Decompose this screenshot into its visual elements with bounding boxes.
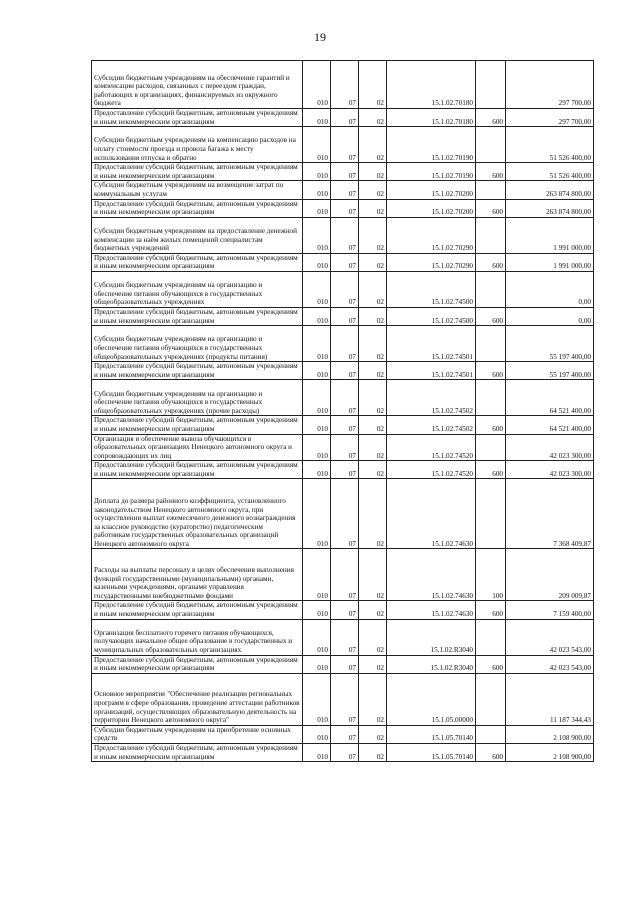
expense-type-cell: 600 bbox=[476, 416, 506, 434]
amount-cell: 1 991 000,00 bbox=[506, 217, 594, 253]
amount-cell: 42 023 543,00 bbox=[506, 619, 594, 655]
target-article-cell: 15.1.05.00000 bbox=[387, 673, 476, 725]
subsection-code-cell: 02 bbox=[359, 380, 387, 416]
subsection-code-cell: 02 bbox=[359, 655, 387, 673]
section-code-cell: 07 bbox=[331, 725, 359, 743]
target-article-cell: 15.1.02.70180 bbox=[387, 109, 476, 127]
row-name-cell: Предоставление субсидий бюджетным, автономным учреждениям и иным некоммерческим организациям bbox=[92, 109, 303, 127]
subsection-code-cell: 02 bbox=[359, 307, 387, 325]
expense-type-cell: 100 bbox=[476, 549, 506, 601]
row-name-cell: Субсидии бюджетным учреждениям на возмещение затрат по коммунальным услугам bbox=[92, 181, 303, 199]
target-article-cell: 15.1.02.74520 bbox=[387, 434, 476, 461]
section-code-cell: 07 bbox=[331, 619, 359, 655]
subsection-code-cell: 02 bbox=[359, 479, 387, 549]
ministry-code-cell: 010 bbox=[303, 725, 331, 743]
row-name-cell: Субсидии бюджетным учреждениям на приобретение основных средств bbox=[92, 725, 303, 743]
ministry-code-cell: 010 bbox=[303, 163, 331, 181]
table-row bbox=[92, 271, 594, 307]
expense-type-cell bbox=[476, 271, 506, 307]
target-article-cell: 15.1.02.74501 bbox=[387, 362, 476, 380]
row-name-cell: Предоставление субсидий бюджетным, автономным учреждениям и иным некоммерческим организациям bbox=[92, 461, 303, 479]
expense-type-cell bbox=[476, 434, 506, 461]
target-article-cell: 15.1.02.70190 bbox=[387, 163, 476, 181]
section-code-cell: 07 bbox=[331, 253, 359, 271]
target-article-cell: 15.1.02.74520 bbox=[387, 461, 476, 479]
section-code-cell: 07 bbox=[331, 601, 359, 619]
section-code-cell: 07 bbox=[331, 479, 359, 549]
ministry-code-cell: 010 bbox=[303, 362, 331, 380]
ministry-code-cell: 010 bbox=[303, 109, 331, 127]
expense-type-cell bbox=[476, 127, 506, 163]
table-row bbox=[92, 326, 594, 362]
table-row bbox=[92, 181, 594, 199]
section-code-cell: 07 bbox=[331, 271, 359, 307]
ministry-code-cell: 010 bbox=[303, 217, 331, 253]
ministry-code-cell: 010 bbox=[303, 326, 331, 362]
table-row bbox=[92, 416, 594, 434]
subsection-code-cell: 02 bbox=[359, 181, 387, 199]
ministry-code-cell: 010 bbox=[303, 127, 331, 163]
ministry-code-cell: 010 bbox=[303, 461, 331, 479]
section-code-cell: 07 bbox=[331, 461, 359, 479]
table-row bbox=[92, 434, 594, 461]
subsection-code-cell: 02 bbox=[359, 326, 387, 362]
row-name-cell: Предоставление субсидий бюджетным, автономным учреждениям и иным некоммерческим организациям bbox=[92, 307, 303, 325]
ministry-code-cell: 010 bbox=[303, 744, 331, 762]
amount-cell: 297 700,00 bbox=[506, 109, 594, 127]
subsection-code-cell: 02 bbox=[359, 127, 387, 163]
ministry-code-cell: 010 bbox=[303, 549, 331, 601]
row-name-cell: Предоставление субсидий бюджетным, автономным учреждениям и иным некоммерческим организациям bbox=[92, 744, 303, 762]
ministry-code-cell: 010 bbox=[303, 380, 331, 416]
amount-cell: 7 159 400,00 bbox=[506, 601, 594, 619]
row-name-cell: Расходы на выплаты персоналу в целях обеспечения выполнения функций государственными (муниципальными) органами, казенными учреждениями, органами управления государственными внебюджетными фондами bbox=[92, 549, 303, 601]
table-row bbox=[92, 655, 594, 673]
section-code-cell: 07 bbox=[331, 380, 359, 416]
expense-type-cell: 600 bbox=[476, 199, 506, 217]
target-article-cell: 15.1.02.70290 bbox=[387, 253, 476, 271]
ministry-code-cell: 010 bbox=[303, 181, 331, 199]
section-code-cell: 07 bbox=[331, 61, 359, 109]
expense-type-cell bbox=[476, 217, 506, 253]
subsection-code-cell: 02 bbox=[359, 271, 387, 307]
table-row bbox=[92, 253, 594, 271]
ministry-code-cell: 010 bbox=[303, 673, 331, 725]
target-article-cell: 15.1.05.70140 bbox=[387, 744, 476, 762]
amount-cell: 2 108 900,00 bbox=[506, 725, 594, 743]
expense-type-cell bbox=[476, 725, 506, 743]
ministry-code-cell: 010 bbox=[303, 434, 331, 461]
amount-cell: 2 108 900,00 bbox=[506, 744, 594, 762]
table-row bbox=[92, 601, 594, 619]
subsection-code-cell: 02 bbox=[359, 199, 387, 217]
target-article-cell: 15.1.02.R3040 bbox=[387, 655, 476, 673]
subsection-code-cell: 02 bbox=[359, 416, 387, 434]
row-name-cell: Организация бесплатного горячего питания обучающихся, получающих начальное общее образование в государственных и муниципальных образовательных организациях bbox=[92, 619, 303, 655]
amount-cell: 11 187 344,43 bbox=[506, 673, 594, 725]
section-code-cell: 07 bbox=[331, 416, 359, 434]
subsection-code-cell: 02 bbox=[359, 601, 387, 619]
expense-type-cell: 600 bbox=[476, 307, 506, 325]
amount-cell: 263 874 800,00 bbox=[506, 199, 594, 217]
target-article-cell: 15.1.02.R3040 bbox=[387, 619, 476, 655]
row-name-cell: Субсидии бюджетным учреждениям на обеспечение гарантий и компенсации расходов, связанных с переездом граждан, работающих в организациях, финансируемых из окружного бюджета bbox=[92, 61, 303, 109]
ministry-code-cell: 010 bbox=[303, 307, 331, 325]
table-row bbox=[92, 479, 594, 549]
section-code-cell: 07 bbox=[331, 109, 359, 127]
amount-cell: 64 521 400,00 bbox=[506, 416, 594, 434]
section-code-cell: 07 bbox=[331, 362, 359, 380]
row-name-cell: Предоставление субсидий бюджетным, автономным учреждениям и иным некоммерческим организациям bbox=[92, 163, 303, 181]
row-name-cell: Организация и обеспечение вывоза обучающихся в образовательных организациях Ненецкого автономного округа и сопровождающих их лиц bbox=[92, 434, 303, 461]
amount-cell: 1 991 000,00 bbox=[506, 253, 594, 271]
expense-type-cell bbox=[476, 380, 506, 416]
amount-cell: 209 009,87 bbox=[506, 549, 594, 601]
table-row bbox=[92, 199, 594, 217]
ministry-code-cell: 010 bbox=[303, 61, 331, 109]
subsection-code-cell: 02 bbox=[359, 253, 387, 271]
section-code-cell: 07 bbox=[331, 217, 359, 253]
budget-table bbox=[91, 60, 594, 762]
ministry-code-cell: 010 bbox=[303, 655, 331, 673]
target-article-cell: 15.1.02.70190 bbox=[387, 127, 476, 163]
target-article-cell: 15.1.02.70180 bbox=[387, 61, 476, 109]
ministry-code-cell: 010 bbox=[303, 253, 331, 271]
subsection-code-cell: 02 bbox=[359, 434, 387, 461]
row-name-cell: Субсидии бюджетным учреждениям на организацию и обеспечение питания обучающихся в государственных общеобразовательных учреждениях (продукты питания) bbox=[92, 326, 303, 362]
subsection-code-cell: 02 bbox=[359, 725, 387, 743]
ministry-code-cell: 010 bbox=[303, 271, 331, 307]
expense-type-cell bbox=[476, 479, 506, 549]
table-row bbox=[92, 725, 594, 743]
amount-cell: 0,00 bbox=[506, 271, 594, 307]
subsection-code-cell: 02 bbox=[359, 163, 387, 181]
table-row bbox=[92, 744, 594, 762]
row-name-cell: Основное мероприятие "Обеспечение реализации региональных программ в сфере образования, проведение аттестации работников организаций, осуществляющих образовательную деятельность на территории Ненецкого автономного округа" bbox=[92, 673, 303, 725]
section-code-cell: 07 bbox=[331, 744, 359, 762]
expense-type-cell: 600 bbox=[476, 601, 506, 619]
section-code-cell: 07 bbox=[331, 163, 359, 181]
row-name-cell: Субсидии бюджетным учреждениям на компенсацию расходов на оплату стоимости проезда и провоза багажа к месту использования отпуска и обратно bbox=[92, 127, 303, 163]
section-code-cell: 07 bbox=[331, 673, 359, 725]
section-code-cell: 07 bbox=[331, 127, 359, 163]
row-name-cell: Субсидии бюджетным учреждениям на организацию и обеспечение питания обучающихся в государственных общеобразовательных учреждениях bbox=[92, 271, 303, 307]
table-row bbox=[92, 461, 594, 479]
ministry-code-cell: 010 bbox=[303, 199, 331, 217]
budget-table-body bbox=[92, 61, 594, 762]
page-number: 19 bbox=[314, 30, 326, 44]
subsection-code-cell: 02 bbox=[359, 549, 387, 601]
target-article-cell: 15.1.02.74502 bbox=[387, 380, 476, 416]
expense-type-cell bbox=[476, 619, 506, 655]
target-article-cell: 15.1.02.74630 bbox=[387, 549, 476, 601]
expense-type-cell: 600 bbox=[476, 163, 506, 181]
target-article-cell: 15.1.05.70140 bbox=[387, 725, 476, 743]
expense-type-cell bbox=[476, 181, 506, 199]
section-code-cell: 07 bbox=[331, 307, 359, 325]
amount-cell: 42 023 300,00 bbox=[506, 434, 594, 461]
row-name-cell: Субсидии бюджетным учреждениям на предоставление денежной компенсации за наём жилых помещений специалистам бюджетных учреждений bbox=[92, 217, 303, 253]
target-article-cell: 15.1.02.74630 bbox=[387, 601, 476, 619]
section-code-cell: 07 bbox=[331, 181, 359, 199]
table-row bbox=[92, 61, 594, 109]
subsection-code-cell: 02 bbox=[359, 61, 387, 109]
amount-cell: 42 023 300,00 bbox=[506, 461, 594, 479]
target-article-cell: 15.1.02.70200 bbox=[387, 181, 476, 199]
row-name-cell: Субсидии бюджетным учреждениям на организацию и обеспечение питания обучающихся в государственных общеобразовательных учреждениях (прочие расходы) bbox=[92, 380, 303, 416]
row-name-cell: Предоставление субсидий бюджетным, автономным учреждениям и иным некоммерческим организациям bbox=[92, 416, 303, 434]
section-code-cell: 07 bbox=[331, 434, 359, 461]
subsection-code-cell: 02 bbox=[359, 619, 387, 655]
table-row bbox=[92, 217, 594, 253]
subsection-code-cell: 02 bbox=[359, 461, 387, 479]
expense-type-cell: 600 bbox=[476, 461, 506, 479]
section-code-cell: 07 bbox=[331, 326, 359, 362]
subsection-code-cell: 02 bbox=[359, 362, 387, 380]
subsection-code-cell: 02 bbox=[359, 109, 387, 127]
amount-cell: 42 023 543,00 bbox=[506, 655, 594, 673]
table-row bbox=[92, 380, 594, 416]
section-code-cell: 07 bbox=[331, 655, 359, 673]
row-name-cell: Предоставление субсидий бюджетным, автономным учреждениям и иным некоммерческим организациям bbox=[92, 253, 303, 271]
ministry-code-cell: 010 bbox=[303, 479, 331, 549]
subsection-code-cell: 02 bbox=[359, 673, 387, 725]
expense-type-cell: 600 bbox=[476, 655, 506, 673]
row-name-cell: Предоставление субсидий бюджетным, автономным учреждениям и иным некоммерческим организациям bbox=[92, 199, 303, 217]
ministry-code-cell: 010 bbox=[303, 416, 331, 434]
table-row bbox=[92, 619, 594, 655]
target-article-cell: 15.1.02.74630 bbox=[387, 479, 476, 549]
amount-cell: 51 526 400,00 bbox=[506, 127, 594, 163]
expense-type-cell bbox=[476, 61, 506, 109]
target-article-cell: 15.1.02.74501 bbox=[387, 326, 476, 362]
row-name-cell: Доплата до размера районного коэффициента, установленного законодательством Ненецкого автономного округа, при осуществлении выплат ежемесячного денежного вознаграждения за классное руководство (кураторство) педагогическим работникам государственных образовательных организаций Ненецкого автономного округа bbox=[92, 479, 303, 549]
table-row bbox=[92, 109, 594, 127]
expense-type-cell: 600 bbox=[476, 109, 506, 127]
target-article-cell: 15.1.02.74500 bbox=[387, 271, 476, 307]
expense-type-cell: 600 bbox=[476, 362, 506, 380]
target-article-cell: 15.1.02.74502 bbox=[387, 416, 476, 434]
table-row bbox=[92, 127, 594, 163]
row-name-cell: Предоставление субсидий бюджетным, автономным учреждениям и иным некоммерческим организациям bbox=[92, 601, 303, 619]
ministry-code-cell: 010 bbox=[303, 601, 331, 619]
amount-cell: 297 700,00 bbox=[506, 61, 594, 109]
row-name-cell: Предоставление субсидий бюджетным, автономным учреждениям и иным некоммерческим организациям bbox=[92, 362, 303, 380]
expense-type-cell: 600 bbox=[476, 253, 506, 271]
target-article-cell: 15.1.02.74500 bbox=[387, 307, 476, 325]
section-code-cell: 07 bbox=[331, 199, 359, 217]
target-article-cell: 15.1.02.70290 bbox=[387, 217, 476, 253]
amount-cell: 0,00 bbox=[506, 307, 594, 325]
target-article-cell: 15.1.02.70200 bbox=[387, 199, 476, 217]
amount-cell: 55 197 400,00 bbox=[506, 326, 594, 362]
section-code-cell: 07 bbox=[331, 549, 359, 601]
amount-cell: 55 197 400,00 bbox=[506, 362, 594, 380]
table-row bbox=[92, 549, 594, 601]
subsection-code-cell: 02 bbox=[359, 217, 387, 253]
amount-cell: 7 368 409,87 bbox=[506, 479, 594, 549]
expense-type-cell: 600 bbox=[476, 744, 506, 762]
table-row bbox=[92, 307, 594, 325]
amount-cell: 51 526 400,00 bbox=[506, 163, 594, 181]
row-name-cell: Предоставление субсидий бюджетным, автономным учреждениям и иным некоммерческим организациям bbox=[92, 655, 303, 673]
table-row bbox=[92, 673, 594, 725]
table-row bbox=[92, 362, 594, 380]
amount-cell: 263 874 800,00 bbox=[506, 181, 594, 199]
amount-cell: 64 521 400,00 bbox=[506, 380, 594, 416]
ministry-code-cell: 010 bbox=[303, 619, 331, 655]
subsection-code-cell: 02 bbox=[359, 744, 387, 762]
expense-type-cell bbox=[476, 673, 506, 725]
expense-type-cell bbox=[476, 326, 506, 362]
table-row bbox=[92, 163, 594, 181]
